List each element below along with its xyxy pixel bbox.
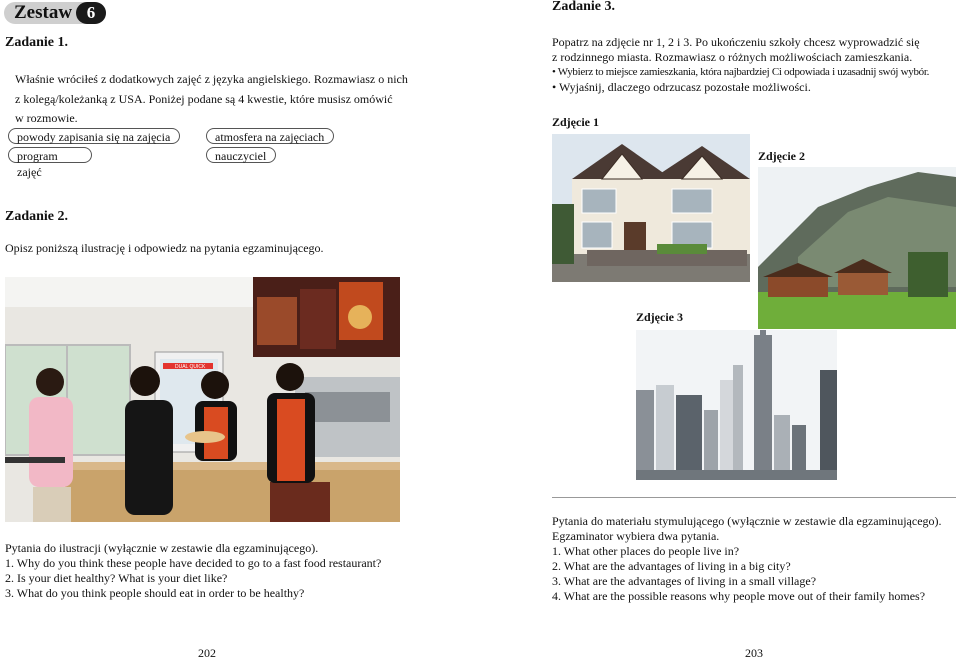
task3-question-2: 2. What are the advantages of living in a big city? <box>552 559 791 573</box>
topic-pill-1: powody zapisania się na zajęcia <box>8 128 180 144</box>
task3-bullet-2: • Wyjaśnij, dlaczego odrzucasz pozostałe możliwości. <box>552 80 811 94</box>
task3-questions-intro: Egzaminator wybiera dwa pytania. <box>552 529 720 543</box>
task1-line-2: z kolegą/koleżanką z USA. Poniżej podane są 4 kwestie, które musisz omówić <box>15 92 393 106</box>
task3-question-1: 1. What other places do people live in? <box>552 544 740 558</box>
photo2-label: Zdjęcie 2 <box>758 149 805 163</box>
topic-pill-2: atmosfera na zajęciach <box>206 128 334 144</box>
task3-title: Zadanie 3. <box>552 0 616 14</box>
photo-house <box>552 134 750 282</box>
photo3-label: Zdjęcie 3 <box>636 310 683 324</box>
photo1-label: Zdjęcie 1 <box>552 115 599 129</box>
task2-questions <box>5 541 415 601</box>
task3-questions <box>552 514 958 604</box>
set-number: 6 <box>76 2 106 24</box>
photo-chalet <box>758 167 956 329</box>
task2-question-1: 1. Why do you think these people have decided to go to a fast food restaurant? <box>5 556 382 570</box>
task1-line-1: Właśnie wróciłeś z dodatkowych zajęć z języka angielskiego. Rozmawiasz o nich <box>15 72 408 86</box>
set-label: Zestaw <box>14 2 73 23</box>
task3-questions-title: Pytania do materiału stymulującego (wyłącznie w zestawie dla egzaminującego). <box>552 514 942 528</box>
set-badge <box>4 2 106 24</box>
section-divider <box>552 497 956 498</box>
task3-bullet-1: • Wybierz to miejsce zamieszkania, która najbardziej Ci odpowiada i uzasadnij swój wybór. <box>552 66 930 78</box>
task1-text <box>15 72 415 126</box>
page-number-right: 203 <box>745 646 763 660</box>
task3-question-3: 3. What are the advantages of living in a small village? <box>552 574 817 588</box>
task2-question-2: 2. Is your diet healthy? What is your diet like? <box>5 571 228 585</box>
fridge-sign: DUAL QUICK <box>175 364 206 370</box>
task3-line-1: Popatrz na zdjęcie nr 1, 2 i 3. Po ukończeniu szkoły chcesz wyprowadzić się <box>552 35 920 49</box>
task2-instruction: Opisz poniższą ilustrację i odpowiedz na pytania egzaminującego. <box>5 241 324 255</box>
task2-title: Zadanie 2. <box>5 209 69 224</box>
task3-text <box>552 35 957 95</box>
task3-question-4: 4. What are the possible reasons why people move out of their family homes? <box>552 589 926 603</box>
task1-line-3: w rozmowie. <box>15 111 78 125</box>
topic-pill-3: program zajęć <box>8 147 92 163</box>
photo-skyline <box>636 330 837 480</box>
topic-pill-4: nauczyciel <box>206 147 276 163</box>
page-number-left: 202 <box>198 646 216 660</box>
task2-questions-title: Pytania do ilustracji (wyłącznie w zestawie dla egzaminującego). <box>5 541 319 555</box>
task2-question-3: 3. What do you think people should eat in order to be healthy? <box>5 586 305 600</box>
task3-line-2: z rodzinnego miasta. Rozmawiasz o różnych możliwościach zamieszkania. <box>552 50 913 64</box>
task1-title: Zadanie 1. <box>5 35 69 50</box>
fast-food-photo <box>5 277 400 522</box>
